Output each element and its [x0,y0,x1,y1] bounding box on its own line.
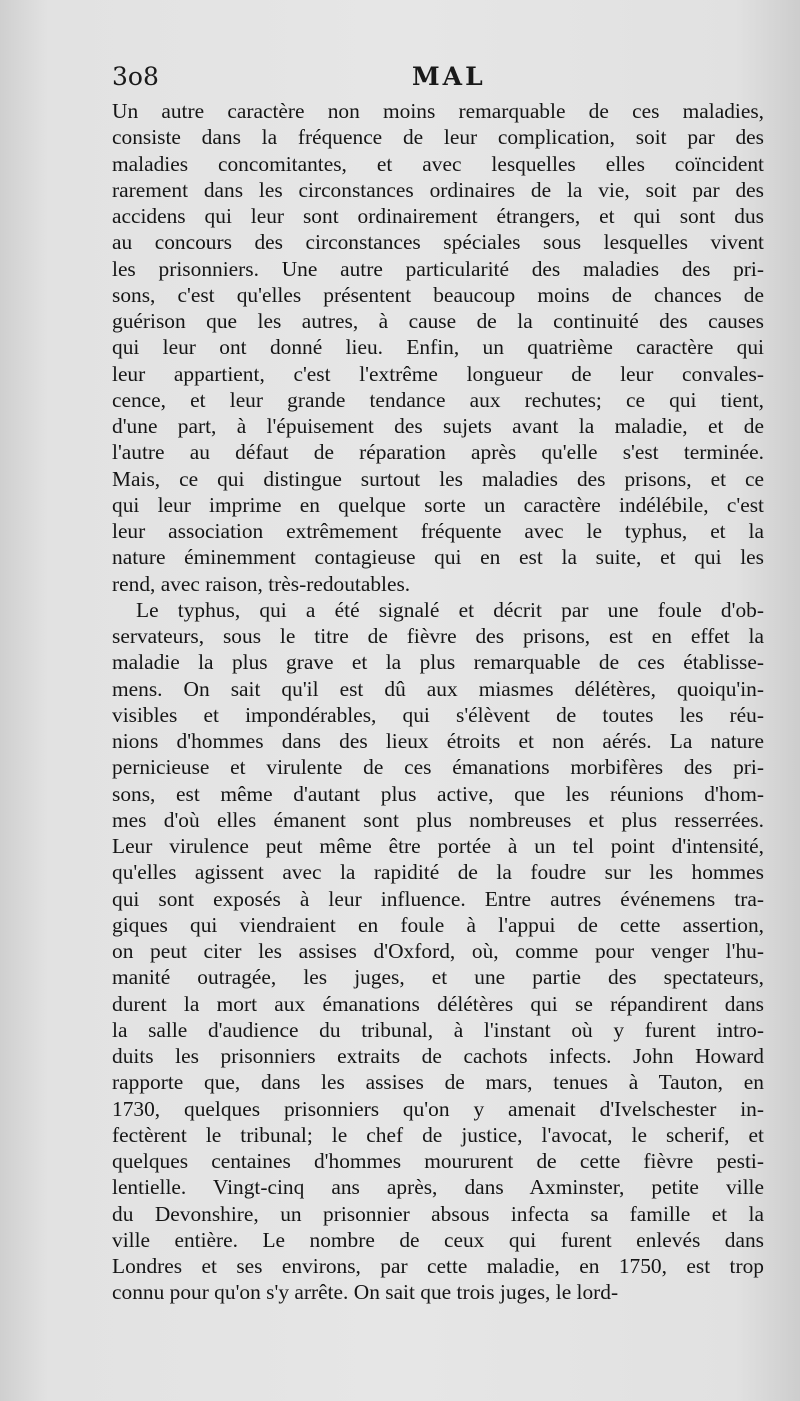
text-line: Leur virulence peut même être portée à un tel point d'intensité, [112,834,764,858]
text-line: au concours des circonstances spéciales sous lesquelles vivent [112,230,764,255]
text-line: mes d'où elles émanent sont plus nombreuses et plus resserrées. [112,807,764,832]
text-line: Mais, ce qui distingue surtout les maladies des prisons, et ce [112,466,764,491]
text-line: consiste dans la fréquence de leur complication, soit par des [112,125,764,150]
page-bottom-margin [0,1300,800,1401]
text-line: on peut citer les assises d'Oxford, où, comme pour venger l'hu- [112,939,764,963]
text-line: Le typhus, qui a été signalé et décrit par une foule d'ob- [136,597,764,622]
text-line: connu pour qu'on s'y arrête. On sait que trois juges, le lord- [112,1280,619,1305]
text-line: rend, avec raison, très-redoutables. [112,571,411,596]
text-line: nions d'hommes dans des lieux étroits et non aérés. La nature [112,729,764,753]
text-line: rapporte que, dans les assises de mars, tenues à Tauton, en [112,1070,764,1095]
text-line: qu'elles agissent avec la rapidité de la foudre sur les hommes [112,860,764,885]
text-line: manité outragée, les juges, et une partie des spectateurs, [112,965,764,990]
text-line: du Devonshire, un prisonnier absous infecta sa famille et la [112,1201,764,1226]
text-line: accidens qui leur sont ordinairement étrangers, et qui sont dus [112,204,764,228]
text-line: maladie la plus grave et la plus remarquable de ces établisse- [112,650,764,675]
text-line: lentielle. Vingt-cinq ans après, dans Axminster, petite ville [112,1175,764,1200]
text-line: sons, est même d'autant plus active, que les réunions d'hom- [112,781,764,806]
text-line: leur appartient, c'est l'extrême longueur de leur convales- [112,361,764,386]
text-line: leur association extrêmement fréquente avec le typhus, et la [112,519,764,543]
paragraph [112,597,764,1306]
text-line: quelques centaines d'hommes moururent de cette fièvre pesti- [112,1149,764,1173]
running-head: MAL [412,62,486,91]
text-line: ville entière. Le nombre de ceux qui furent enlevés dans [112,1227,764,1252]
text-line: l'autre au défaut de réparation après qu'elle s'est terminée. [112,440,764,465]
text-line: la salle d'audience du tribunal, à l'instant où y furent intro- [112,1017,764,1042]
text-line: qui leur ont donné lieu. Enfin, un quatrième caractère qui [112,335,764,360]
text-line: Un autre caractère non moins remarquable de ces maladies, [112,99,764,123]
text-line: 1730, quelques prisonniers qu'on y amenait d'Ivelschester in- [112,1096,764,1121]
body-text [112,98,764,1306]
text-line: Londres et ses environs, par cette maladie, en 1750, est trop [112,1254,764,1278]
text-line: pernicieuse et virulente de ces émanations morbifères des pri- [112,755,764,780]
text-line: duits les prisonniers extraits de cachots infects. John Howard [112,1044,764,1068]
text-line: giques qui viendraient en foule à l'appui de cette assertion, [112,912,764,937]
page-number: 3o8 [112,62,159,91]
text-line: mens. On sait qu'il est dû aux miasmes délétères, quoiqu'in- [112,676,764,701]
text-line: rarement dans les circonstances ordinaires de la vie, soit par des [112,177,764,202]
text-line: les prisonniers. Une autre particularité des maladies des pri- [112,256,764,281]
text-line: qui leur imprime en quelque sorte un caractère indélébile, c'est [112,492,764,517]
text-line: visibles et impondérables, qui s'élèvent de toutes les réu- [112,702,764,727]
paragraph [112,98,764,597]
text-line: servateurs, sous le titre de fièvre des prisons, est en effet la [112,624,764,648]
text-line: durent la mort aux émanations délétères qui se répandirent dans [112,991,764,1016]
text-line: nature éminemment contagieuse qui en est la suite, et qui les [112,545,764,570]
text-line: cence, et leur grande tendance aux rechutes; ce qui tient, [112,387,764,412]
text-line: d'une part, à l'épuisement des sujets avant la maladie, et de [112,414,764,438]
text-line: maladies concomitantes, et avec lesquelles elles coïncident [112,151,764,176]
text-line: qui sont exposés à leur influence. Entre autres événemens tra- [112,886,764,911]
page-header [112,62,762,96]
text-line: fectèrent le tribunal; le chef de justice, l'avocat, le scherif, et [112,1122,764,1147]
text-line: sons, c'est qu'elles présentent beaucoup moins de chances de [112,282,764,307]
text-line: guérison que les autres, à cause de la continuité des causes [112,309,764,333]
